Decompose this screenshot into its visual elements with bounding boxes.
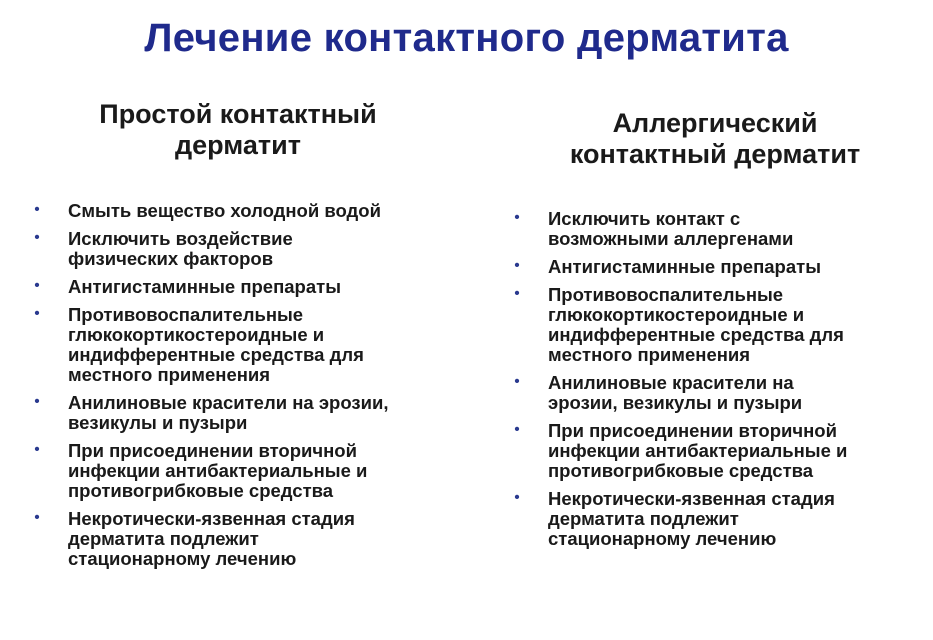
list-item-line: глюкокортикостероидные и xyxy=(548,304,805,325)
list-item-text xyxy=(548,421,920,481)
list-item-line: глюкокортикостероидные и xyxy=(68,324,325,345)
list-item-text xyxy=(548,373,920,413)
right-column-heading xyxy=(520,108,910,170)
list-item-line: физических факторов xyxy=(68,248,274,269)
bullet-icon: • xyxy=(34,441,40,458)
right-heading-line: контактный дерматит xyxy=(569,139,861,169)
list-item-line: При присоединении вторичной xyxy=(548,420,837,441)
list-item-text xyxy=(548,257,920,277)
bullet-icon: • xyxy=(34,229,40,246)
bullet-icon: • xyxy=(34,509,40,526)
bullet-icon: • xyxy=(34,277,40,294)
right-treatment-list xyxy=(510,209,920,557)
list-item xyxy=(510,373,920,413)
list-item-text xyxy=(68,201,450,221)
bullet-icon: • xyxy=(514,209,520,226)
list-item-text xyxy=(548,209,920,249)
list-item-line: инфекции антибактериальные и xyxy=(548,440,848,461)
list-item xyxy=(30,277,450,297)
list-item-line: дерматита подлежит xyxy=(68,528,259,549)
list-item xyxy=(30,441,450,501)
list-item-text xyxy=(68,277,450,297)
list-item-text xyxy=(548,285,920,365)
list-item-line: местного применения xyxy=(548,344,751,365)
list-item-line: Антигистаминные препараты xyxy=(68,276,341,297)
list-item-line: Смыть вещество холодной водой xyxy=(68,200,381,221)
list-item-line: Некротически-язвенная стадия xyxy=(68,508,355,529)
bullet-icon: • xyxy=(514,373,520,390)
list-item-text xyxy=(68,441,450,501)
list-item xyxy=(510,285,920,365)
list-item-line: Анилиновые красители на xyxy=(548,372,794,393)
left-treatment-list xyxy=(30,201,450,577)
list-item-line: Исключить воздействие xyxy=(68,228,293,249)
list-item-line: стационарному лечению xyxy=(68,548,297,569)
bullet-icon: • xyxy=(514,285,520,302)
list-item-line: противогрибковые средства xyxy=(68,480,334,501)
list-item xyxy=(30,201,450,221)
list-item-line: местного применения xyxy=(68,364,271,385)
page-title: Лечение контактного дерматита xyxy=(144,16,789,60)
list-item xyxy=(510,489,920,549)
left-heading-line: Простой контактный xyxy=(99,99,377,129)
bullet-icon: • xyxy=(34,201,40,218)
bullet-icon: • xyxy=(514,489,520,506)
list-item-line: Противовоспалительные xyxy=(68,304,304,325)
left-column-heading xyxy=(48,99,428,161)
list-item xyxy=(30,305,450,385)
list-item-line: При присоединении вторичной xyxy=(68,440,357,461)
bullet-icon: • xyxy=(514,421,520,438)
list-item xyxy=(30,229,450,269)
list-item-line: Анилиновые красители на эрозии, xyxy=(68,392,389,413)
list-item-text xyxy=(68,509,450,569)
list-item-text xyxy=(68,393,450,433)
list-item-line: Исключить контакт с xyxy=(548,208,741,229)
bullet-icon: • xyxy=(34,305,40,322)
list-item-text xyxy=(68,229,450,269)
bullet-icon: • xyxy=(514,257,520,274)
list-item xyxy=(510,257,920,277)
list-item-line: дерматита подлежит xyxy=(548,508,739,529)
list-item xyxy=(510,209,920,249)
list-item-line: Противовоспалительные xyxy=(548,284,784,305)
list-item-text xyxy=(548,489,920,549)
list-item-line: Антигистаминные препараты xyxy=(548,256,821,277)
list-item-line: Некротически-язвенная стадия xyxy=(548,488,835,509)
left-heading-line: дерматит xyxy=(175,130,301,160)
list-item-line: инфекции антибактериальные и xyxy=(68,460,368,481)
list-item-line: везикулы и пузыри xyxy=(68,412,248,433)
right-heading-line: Аллергический xyxy=(612,108,818,138)
list-item-line: эрозии, везикулы и пузыри xyxy=(548,392,803,413)
list-item-line: возможными аллергенами xyxy=(548,228,794,249)
list-item xyxy=(30,393,450,433)
list-item-text xyxy=(68,305,450,385)
bullet-icon: • xyxy=(34,393,40,410)
list-item-line: противогрибковые средства xyxy=(548,460,814,481)
list-item-line: стационарному лечению xyxy=(548,528,777,549)
list-item-line: индифферентные средства для xyxy=(548,324,844,345)
list-item-line: индифферентные средства для xyxy=(68,344,364,365)
list-item xyxy=(510,421,920,481)
list-item xyxy=(30,509,450,569)
